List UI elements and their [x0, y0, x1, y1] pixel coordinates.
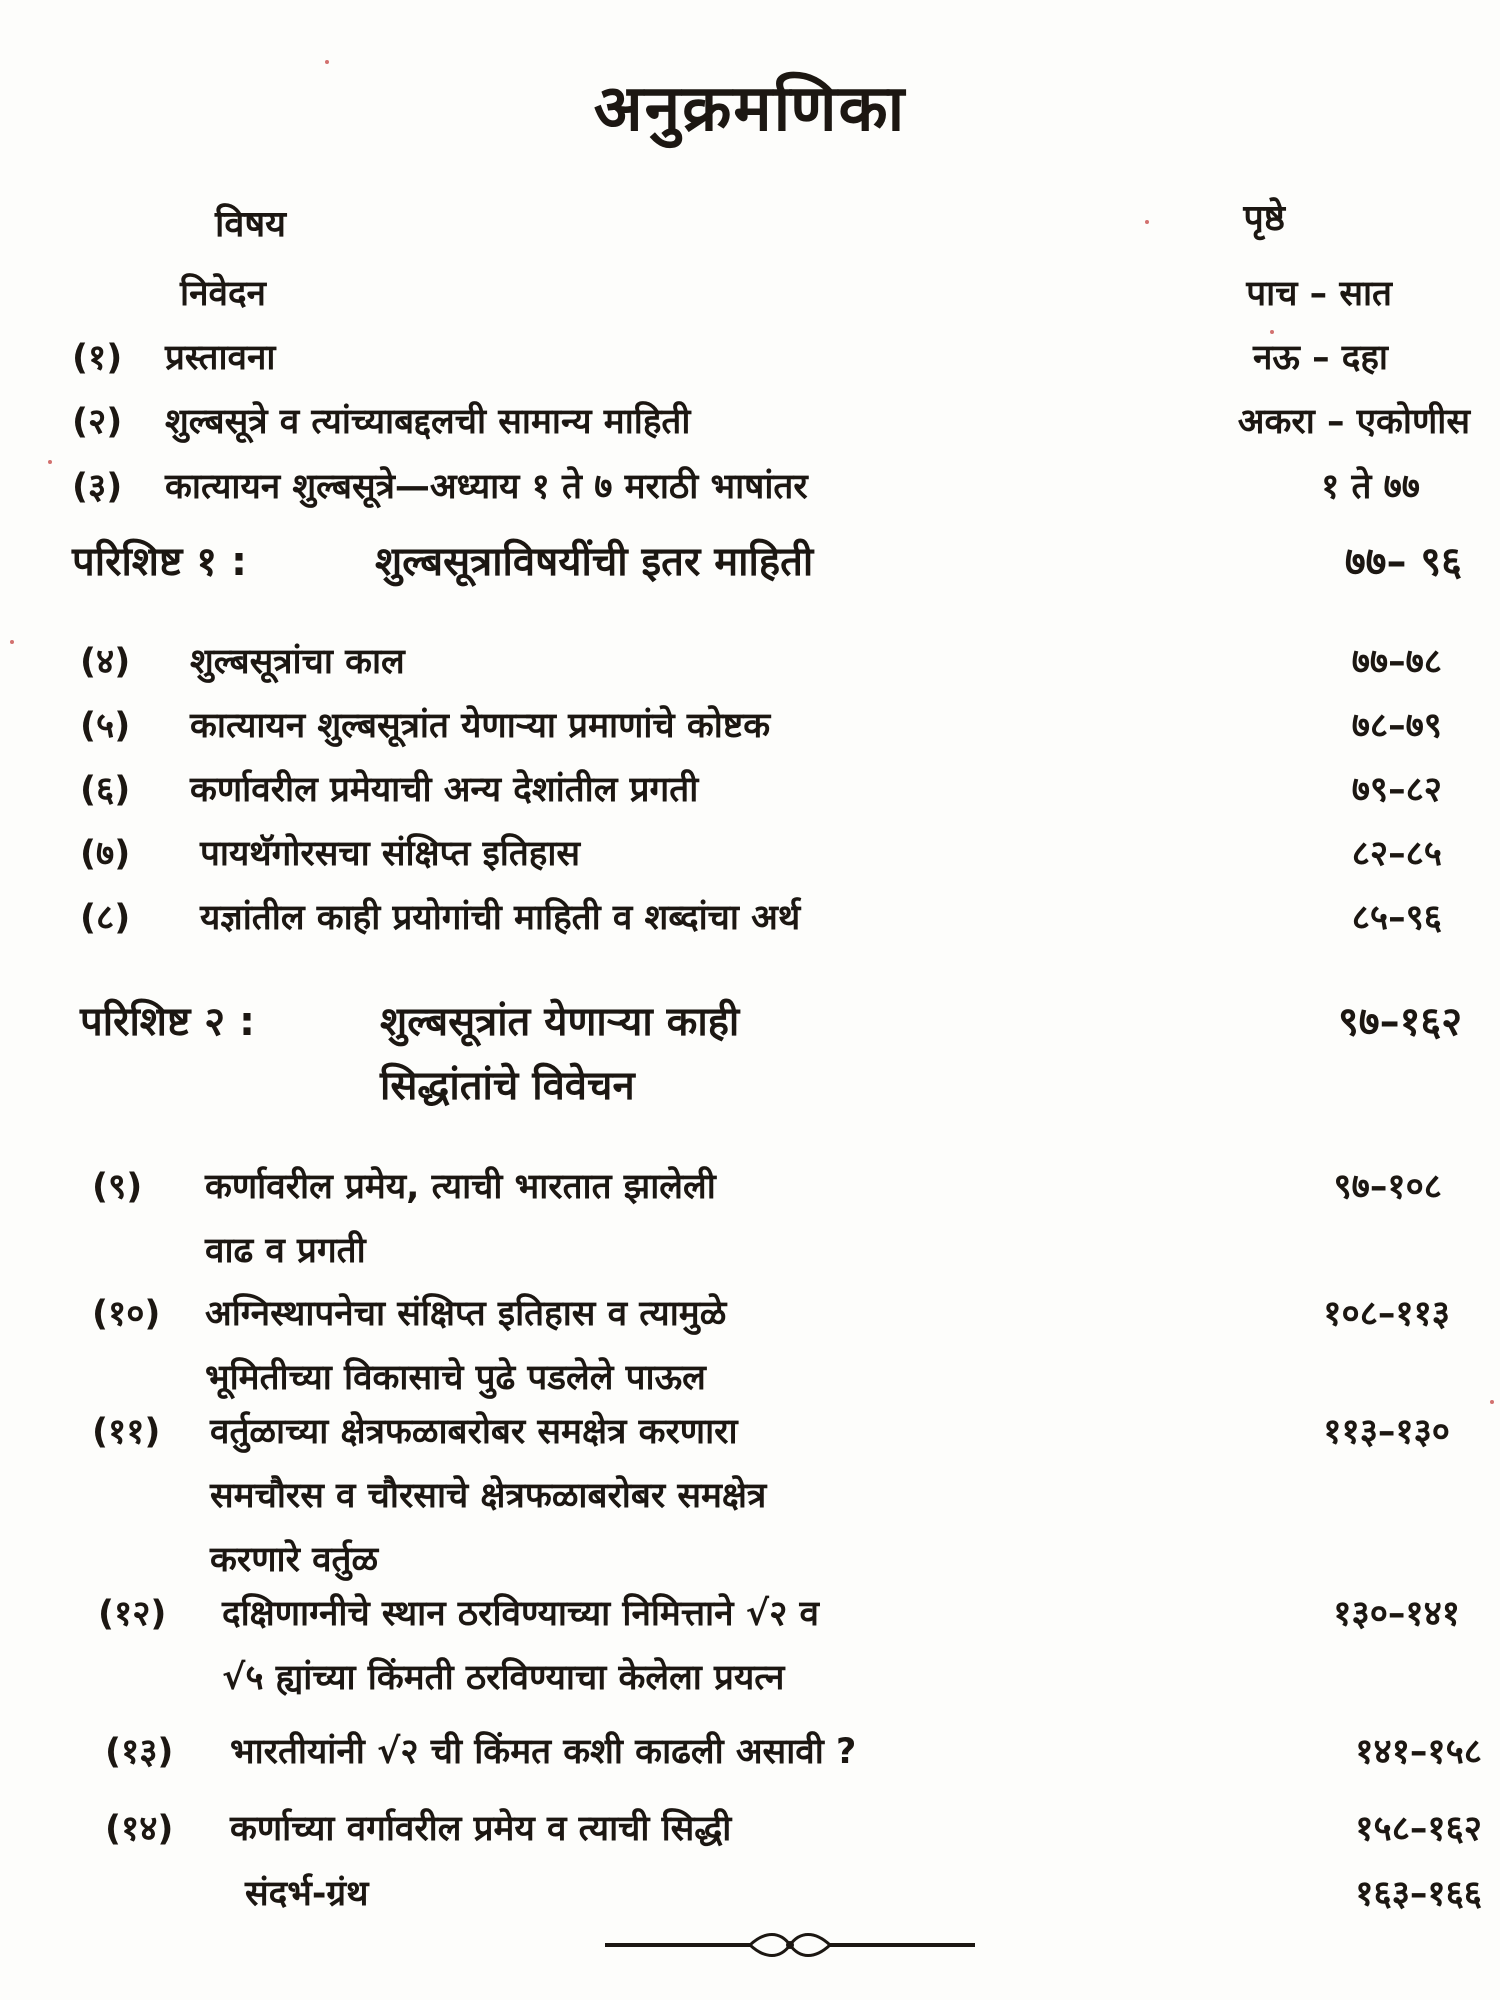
scan-speck	[325, 60, 329, 64]
entry-pages: नऊ – दहा	[1252, 338, 1388, 378]
entry-pages: अकरा – एकोणीस	[1237, 402, 1470, 442]
scan-speck	[1490, 1400, 1494, 1404]
entry-title: संदर्भ-ग्रंथ	[245, 1874, 369, 1914]
entry-title: कात्यायन शुल्बसूत्रांत येणाऱ्या प्रमाणांचे कोष्टक	[190, 706, 771, 746]
entry-title: पायथॅगोरसचा संक्षिप्त इतिहास	[200, 834, 581, 874]
entry-title: शुल्बसूत्रांचा काल	[190, 642, 405, 682]
column-header-subject: विषय	[215, 204, 287, 245]
entry-number: (१४)	[105, 1809, 174, 1849]
entry-pages: पाच – सात	[1246, 274, 1392, 314]
entry-title: शुल्बसूत्राविषयींची इतर माहिती	[375, 539, 814, 585]
entry-number: (४)	[80, 642, 131, 682]
entry-number: (११)	[92, 1412, 161, 1452]
scan-speck	[10, 640, 14, 644]
entry-pages: ७७–७८	[1351, 642, 1442, 682]
entry-pages: १४१–१५८	[1355, 1732, 1482, 1772]
entry-pages: १५८–१६२	[1355, 1809, 1482, 1849]
entry-pages: ७९–८२	[1351, 770, 1442, 810]
entry-title: शुल्बसूत्रे व त्यांच्याबद्दलची सामान्य माहिती	[165, 402, 691, 442]
entry-number: (७)	[80, 834, 131, 874]
entry-pages: १३०–१४१	[1333, 1594, 1460, 1634]
entry-title: निवेदन	[180, 274, 266, 314]
entry-title: प्रस्तावना	[165, 338, 276, 378]
entry-title: कर्णाच्या वर्गावरील प्रमेय व त्याची सिद्धी	[230, 1809, 732, 1849]
entry-pages: ७७– ९६	[1344, 539, 1462, 585]
scan-speck	[48, 460, 52, 464]
appendix-label: परिशिष्ट २ :	[80, 999, 256, 1045]
entry-number: (२)	[72, 402, 123, 442]
entry-pages: ११३–१३०	[1323, 1412, 1450, 1452]
page-title: अनुक्रमणिका	[593, 72, 907, 146]
entry-title: भारतीयांनी √२ ची किंमत कशी काढली असावी ?	[230, 1732, 857, 1772]
entry-number: (५)	[80, 706, 131, 746]
appendix-label: परिशिष्ट १ :	[72, 539, 248, 585]
entry-title: अग्निस्थापनेचा संक्षिप्त इतिहास व त्यामुळे भूमितीच्या विकासाचे पुढे पडलेले पाऊल	[205, 1294, 727, 1398]
entry-title: कर्णावरील प्रमेय, त्याची भारतात झालेली वाढ व प्रगती	[205, 1167, 716, 1271]
entry-pages: ७८–७९	[1351, 706, 1442, 746]
ornament-divider	[600, 1925, 980, 1965]
entry-number: (१)	[72, 338, 123, 378]
entry-pages: १६३–१६६	[1355, 1874, 1482, 1914]
scan-speck	[1270, 330, 1274, 334]
entry-pages: ८५–९६	[1351, 898, 1442, 938]
entry-number: (८)	[80, 898, 131, 938]
entry-number: (९)	[92, 1167, 143, 1207]
column-header-pages: पृष्ठे	[1243, 198, 1285, 239]
entry-title: कात्यायन शुल्बसूत्रे—अध्याय १ ते ७ मराठी भाषांतर	[165, 467, 808, 507]
entry-title: यज्ञांतील काही प्रयोगांची माहिती व शब्दांचा अर्थ	[200, 898, 801, 938]
entry-number: (१२)	[98, 1594, 167, 1634]
entry-pages: ९७–१०८	[1333, 1167, 1442, 1207]
entry-title: वर्तुळाच्या क्षेत्रफळाबरोबर समक्षेत्र करणारा समचौरस व चौरसाचे क्षेत्रफळाबरोबर समक्षेत्र करणारे वर्तुळ	[210, 1412, 767, 1580]
entry-number: (६)	[80, 770, 131, 810]
entry-number: (३)	[72, 467, 123, 507]
entry-pages: १०८–११३	[1323, 1294, 1450, 1334]
entry-number: (१०)	[92, 1294, 161, 1334]
entry-title: शुल्बसूत्रांत येणाऱ्या काही सिद्धांतांचे विवेचन	[380, 999, 740, 1109]
entry-title: दक्षिणाग्नीचे स्थान ठरविण्याच्या निमित्ताने √२ व √५ ह्यांच्या किंमती ठरविण्याचा केलेला प्रयत्न	[222, 1594, 819, 1698]
entry-pages: ८२–८५	[1351, 834, 1442, 874]
entry-pages: १ ते ७७	[1321, 467, 1420, 507]
scan-speck	[1145, 220, 1149, 224]
entry-title: कर्णावरील प्रमेयाची अन्य देशांतील प्रगती	[190, 770, 699, 810]
entry-pages: ९७–१६२	[1338, 999, 1462, 1045]
entry-number: (१३)	[105, 1732, 174, 1772]
